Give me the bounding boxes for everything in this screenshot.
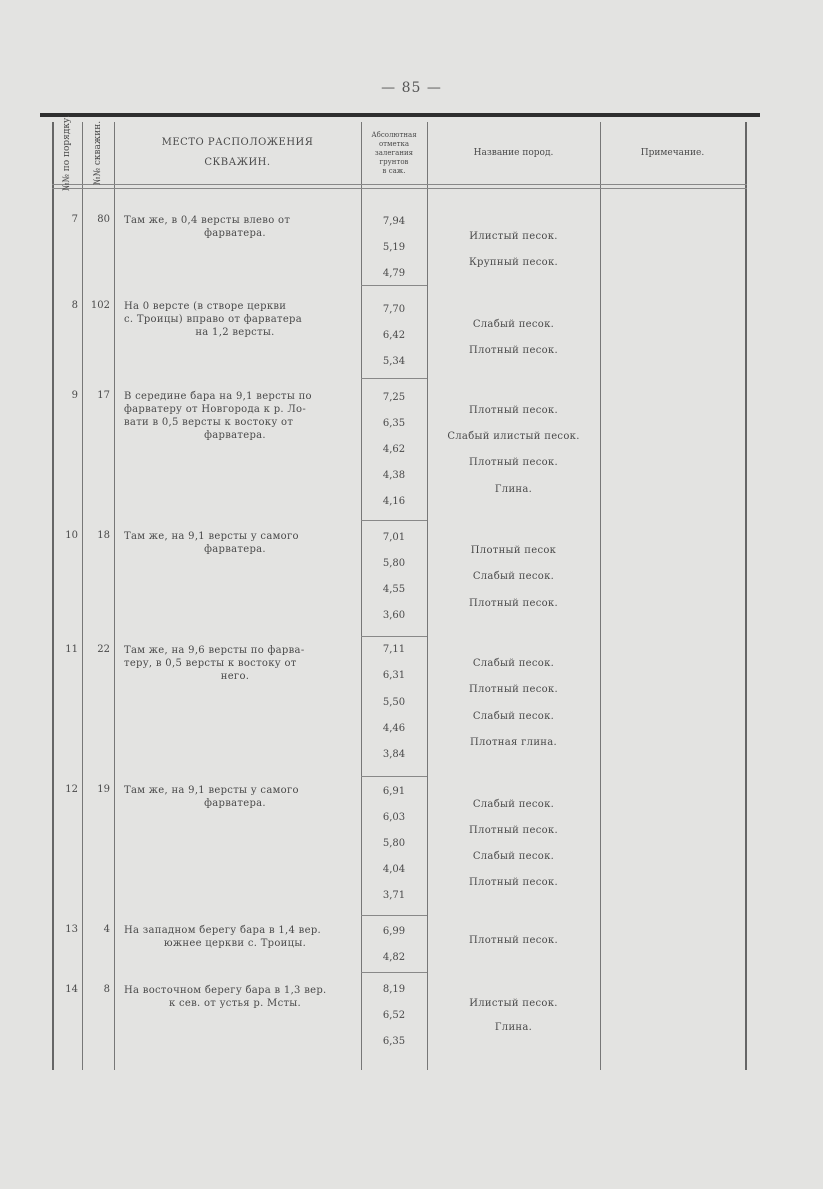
row-separator bbox=[361, 378, 427, 379]
elevation: 7,70 bbox=[382, 304, 406, 315]
elevation: 5,34 bbox=[382, 356, 406, 367]
col-divider bbox=[114, 122, 115, 1070]
row-well: 4 bbox=[103, 924, 110, 935]
row-order: 14 bbox=[65, 984, 78, 995]
row-place: Там же, в 0,4 версты влево от фарватера. bbox=[124, 215, 291, 239]
row-well: 8 bbox=[103, 984, 110, 995]
rock-name: Плотный песок. bbox=[469, 877, 558, 888]
elevation: 4,62 bbox=[382, 444, 406, 455]
rock-name: Плотная глина. bbox=[469, 737, 557, 748]
elevation: 6,52 bbox=[382, 1010, 406, 1021]
header-rule bbox=[52, 188, 747, 189]
row-order: 10 bbox=[65, 530, 78, 541]
elevation: 6,03 bbox=[382, 812, 406, 823]
row-well: 18 bbox=[97, 530, 110, 541]
elevation: 6,91 bbox=[382, 786, 406, 797]
elevation: 5,80 bbox=[382, 838, 406, 849]
elevation: 6,35 bbox=[382, 1036, 406, 1047]
elevation: 7,94 bbox=[382, 216, 406, 227]
row-order: 9 bbox=[71, 390, 78, 401]
row-order: 8 bbox=[71, 300, 78, 311]
row-order: 11 bbox=[65, 644, 78, 655]
rock-name: Плотный песок. bbox=[469, 935, 558, 946]
elevation: 6,35 bbox=[382, 418, 406, 429]
rock-name: Плотный песок. bbox=[469, 598, 558, 609]
row-place: На западном берегу бара в 1,4 вер. южнее церкви с. Троицы. bbox=[124, 925, 322, 949]
row-place: Там же, на 9,6 версты по фарва- теру, в 0,5 версты к востоку от него. bbox=[124, 645, 305, 682]
col-divider bbox=[361, 122, 362, 1070]
header-well: №№ скважин. bbox=[93, 120, 104, 186]
elevation: 3,60 bbox=[382, 610, 406, 621]
header-note: Примечание. bbox=[640, 148, 705, 158]
header-rock: Название пород. bbox=[473, 148, 554, 158]
elevation: 5,80 bbox=[382, 558, 406, 569]
elevation: 8,19 bbox=[382, 984, 406, 995]
elevation: 5,50 bbox=[382, 697, 406, 708]
row-place: На 0 версте (в створе церкви с. Троицы) вправо от фарватера на 1,2 версты. bbox=[124, 301, 302, 338]
rock-name: Слабый песок. bbox=[472, 319, 555, 330]
row-separator bbox=[361, 972, 427, 973]
row-order: 12 bbox=[65, 784, 78, 795]
row-place: Там же, на 9,1 версты у самого фарватера. bbox=[124, 531, 299, 555]
rock-name: Глина. bbox=[494, 484, 533, 495]
row-separator bbox=[361, 520, 427, 521]
elevation: 5,19 bbox=[382, 242, 406, 253]
elevation: 4,82 bbox=[382, 952, 406, 963]
row-order: 7 bbox=[71, 214, 78, 225]
rock-name: Илистый песок. bbox=[469, 231, 558, 242]
elevation: 4,04 bbox=[382, 864, 406, 875]
elevation: 6,42 bbox=[382, 330, 406, 341]
elevation: 7,11 bbox=[382, 644, 406, 655]
rock-name: Слабый песок. bbox=[472, 851, 555, 862]
rock-name: Плотный песок. bbox=[469, 684, 558, 695]
rock-name: Плотный песок bbox=[470, 545, 557, 556]
row-well: 80 bbox=[97, 214, 110, 225]
elevation: 4,46 bbox=[382, 723, 406, 734]
top-rule bbox=[40, 113, 760, 117]
row-separator bbox=[361, 636, 427, 637]
rock-name: Плотный песок. bbox=[469, 345, 558, 356]
rock-name: Слабый песок. bbox=[472, 711, 555, 722]
rock-name: Слабый песок. bbox=[472, 571, 555, 582]
row-well: 102 bbox=[90, 300, 110, 311]
elevation: 3,84 bbox=[382, 749, 406, 760]
col-divider bbox=[745, 122, 747, 1070]
row-separator bbox=[361, 776, 427, 777]
elevation: 4,55 bbox=[382, 584, 406, 595]
rock-name: Плотный песок. bbox=[469, 457, 558, 468]
row-well: 17 bbox=[97, 390, 110, 401]
elevation: 3,71 bbox=[382, 890, 406, 901]
elevation: 7,01 bbox=[382, 532, 406, 543]
row-separator bbox=[361, 915, 427, 916]
row-place: В середине бара на 9,1 версты по фарватеру от Новгорода к р. Ло- вати в 0,5 версты к востоку от фарватера. bbox=[124, 391, 312, 441]
elevation: 6,99 bbox=[382, 926, 406, 937]
row-place: На восточном берегу бара в 1,3 вер. к сев. от устья р. Мсты. bbox=[124, 985, 327, 1009]
rock-name: Слабый песок. bbox=[472, 658, 555, 669]
rock-name: Глина. bbox=[494, 1022, 533, 1033]
rock-name: Слабый илистый песок. bbox=[447, 431, 580, 442]
header-order: №№ по порядку. bbox=[62, 114, 73, 192]
row-separator bbox=[361, 285, 427, 286]
elevation: 6,31 bbox=[382, 670, 406, 681]
borehole-table bbox=[52, 114, 747, 1070]
row-well: 22 bbox=[97, 644, 110, 655]
elevation: 4,79 bbox=[382, 268, 406, 279]
elevation: 7,25 bbox=[382, 392, 406, 403]
header-place: МЕСТО РАСПОЛОЖЕНИЯ СКВАЖИН. bbox=[161, 137, 314, 168]
header-abs-elevation: Абсолютная отметка залегания грунтов в саж. bbox=[371, 130, 417, 175]
row-order: 13 bbox=[65, 924, 78, 935]
page-number: — 85 — bbox=[381, 80, 442, 96]
rock-name: Слабый песок. bbox=[472, 799, 555, 810]
rock-name: Плотный песок. bbox=[469, 405, 558, 416]
elevation: 4,38 bbox=[382, 470, 406, 481]
row-place: Там же, на 9,1 версты у самого фарватера. bbox=[124, 785, 299, 809]
rock-name: Илистый песок. bbox=[469, 998, 558, 1009]
header-rule bbox=[52, 184, 747, 185]
row-well: 19 bbox=[97, 784, 110, 795]
rock-name: Крупный песок. bbox=[469, 257, 558, 268]
rock-name: Плотный песок. bbox=[469, 825, 558, 836]
elevation: 4,16 bbox=[382, 496, 406, 507]
